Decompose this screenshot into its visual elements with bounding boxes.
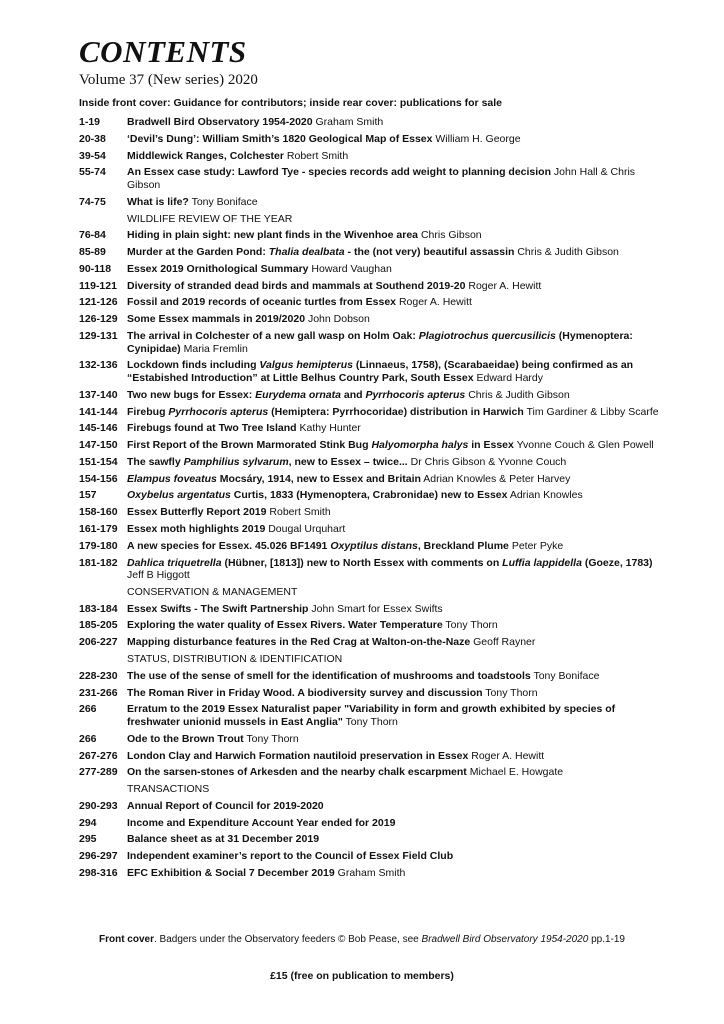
page-range: 119-121: [79, 279, 117, 292]
contents-entry: [79, 330, 659, 355]
entry-author: John Smart for Essex Swifts: [311, 602, 443, 615]
entry-title-part: The arrival in Colchester of a new gall wasp on Holm Oak:: [127, 329, 419, 342]
entry-text: [127, 229, 659, 242]
contents-entry: [79, 557, 659, 582]
entry-title-part: The sawfly: [127, 455, 184, 468]
entry-title-part: Fossil and 2019 records of oceanic turtles from Essex: [127, 296, 397, 309]
entry-title: [127, 456, 408, 468]
contents-entry: [79, 687, 659, 700]
entry-text: [127, 800, 659, 813]
entry-title-part: London Clay and Harwich Formation nautiloid preservation in Essex: [127, 749, 469, 762]
entry-title: [127, 523, 265, 535]
entry-title: [127, 229, 418, 241]
entry-title: [127, 422, 297, 434]
page-range: 179-180: [79, 539, 118, 552]
entry-title-species: Oxybelus argentatus: [127, 489, 231, 502]
entry-author: Graham Smith: [315, 116, 384, 128]
entry-title-part: Ode to the Brown Trout: [127, 732, 244, 745]
entry-title: [127, 687, 483, 699]
entry-text: [127, 670, 659, 683]
entry-text: [127, 330, 659, 355]
entry-text: [127, 750, 659, 763]
entry-title-part: - the (not very) beautiful assassin: [344, 246, 515, 259]
entry-text: [127, 619, 659, 632]
entry-text: [127, 833, 659, 846]
contents-entry: [79, 619, 659, 632]
entry-title-part: ‘Devil’s Dung’: William Smith’s 1820 Geological Map of Essex: [127, 132, 433, 145]
entry-title-part: Erratum to the 2019 Essex Naturalist paper "Variability in form and growth exhibited by species of freshwater unionid mussels in East Anglia": [127, 703, 616, 728]
front-cover-text: . Badgers under the Observatory feeders © Bob Pease, see: [154, 934, 422, 945]
entry-author: Edward Hardy: [476, 371, 544, 384]
contents-entry: [79, 389, 659, 402]
entry-title: [127, 506, 266, 518]
entry-title: [127, 280, 465, 292]
contents-entry: [79, 800, 659, 813]
page-range: 145-146: [79, 422, 118, 435]
contents-entry: [79, 456, 659, 469]
entry-author: John Dobson: [307, 313, 370, 326]
section-heading: CONSERVATION & MANAGEMENT: [127, 585, 298, 598]
entry-title: [127, 867, 335, 879]
entry-title-part: Balance sheet as at 31 December 2019: [127, 833, 320, 846]
entry-title: [127, 389, 465, 401]
page-range: 295: [79, 833, 97, 846]
entry-title-part: Curtis, 1833 (Hymenoptera, Crabronidae) new to Essex: [230, 489, 508, 502]
entry-title-species: Dahlica triquetrella: [127, 556, 222, 569]
entry-title: [127, 833, 319, 845]
contents-entry: [79, 439, 659, 452]
entry-title-species: Elampus foveatus: [127, 472, 217, 485]
entry-text: [127, 456, 659, 469]
front-cover-label: Front cover: [98, 934, 154, 945]
page-range: 154-156: [79, 472, 118, 485]
entry-author: Chris & Judith Gibson: [517, 246, 619, 259]
entry-title-part: The use of the sense of smell for the identification of mushrooms and toadstools: [127, 669, 531, 682]
entry-author: Roger A. Hewitt: [468, 279, 542, 292]
entry-text: [127, 359, 659, 384]
page-range: 147-150: [79, 439, 118, 452]
entry-author: Graham Smith: [337, 867, 406, 879]
entry-author: Jeff B Higgott: [127, 569, 190, 582]
page-title: CONTENTS: [79, 34, 247, 69]
entry-text: [127, 733, 659, 746]
page-range: 296-297: [79, 850, 118, 863]
entry-title-part: First Report of the Brown Marmorated Stink Bug: [127, 439, 372, 452]
entry-text: [127, 850, 659, 863]
page-range: 129-131: [79, 329, 118, 342]
entry-author: Adrian Knowles: [509, 489, 583, 502]
entry-text: [127, 280, 659, 293]
front-cover-reference: Bradwell Bird Observatory 1954-2020: [421, 934, 589, 945]
entry-text: [127, 817, 659, 830]
contents-entry: [79, 766, 659, 779]
contents-entry: [79, 359, 659, 384]
contents-entry: [79, 489, 659, 502]
entry-title-part: in Essex: [468, 439, 514, 452]
contents-entry: [79, 750, 659, 763]
page-range: 277-289: [79, 766, 118, 779]
page-range: 121-126: [79, 296, 118, 309]
page-range: 1-19: [79, 116, 101, 128]
contents-entry: [79, 506, 659, 519]
entry-title: [127, 406, 524, 418]
front-cover-pages: pp.1-19: [588, 934, 625, 945]
contents-entry: [79, 296, 659, 309]
entry-title: [127, 603, 308, 615]
entry-title: [127, 817, 395, 829]
entry-text: [127, 133, 659, 146]
contents-entry: [79, 833, 659, 846]
entry-author: Roger A. Hewitt: [471, 749, 545, 762]
page-range: 74-75: [79, 195, 106, 208]
entry-title-part: (Hemiptera: Pyrrhocoridae) distribution in Harwich: [268, 405, 524, 418]
entry-title: [127, 557, 653, 569]
entry-text: [127, 523, 659, 536]
entry-text: [127, 196, 659, 209]
entry-author: Tony Boniface: [533, 669, 600, 682]
entry-title-part: (Goeze, 1783): [581, 556, 653, 569]
entry-title-species: Thalia dealbata: [268, 246, 345, 259]
contents-entry: [79, 670, 659, 683]
section-heading: WILDLIFE REVIEW OF THE YEAR: [127, 212, 293, 225]
page-range: 141-144: [79, 405, 118, 418]
entry-title-part: Essex Swifts - The Swift Partnership: [127, 602, 309, 615]
entry-author: Robert Smith: [269, 506, 331, 519]
intro-note: Inside front cover: Guidance for contributors; inside rear cover: publications for sale: [79, 97, 502, 109]
entry-title-part: Essex moth highlights 2019: [127, 522, 266, 535]
entry-text: [127, 703, 659, 728]
entry-title: [127, 359, 633, 384]
page-range: 76-84: [79, 229, 106, 242]
entry-title-species: Pamphilius sylvarum: [183, 455, 289, 468]
entry-author: Kathy Hunter: [299, 422, 361, 435]
contents-entry: [79, 636, 659, 649]
page-range: 183-184: [79, 602, 118, 615]
contents-entry: [79, 133, 659, 146]
entry-title: [127, 296, 396, 308]
contents-entry: [79, 150, 659, 163]
contents-entry: [79, 116, 659, 129]
entry-text: [127, 263, 659, 276]
contents-entry: [79, 603, 659, 616]
entry-author: Michael E. Howgate: [469, 766, 564, 779]
entry-author: Tony Boniface: [191, 195, 258, 208]
entry-title-part: (Hübner, [1813]) new to North Essex with comments on: [221, 556, 503, 569]
entry-title-part: Independent examiner’s report to the Council of Essex Field Club: [127, 850, 454, 863]
entry-title-part: EFC Exhibition & Social 7 December 2019: [127, 867, 335, 879]
entry-title: [127, 439, 514, 451]
entry-title-part: Firebug: [127, 405, 169, 418]
entry-text: [127, 422, 659, 435]
page-range: 298-316: [79, 867, 118, 879]
entry-title: [127, 196, 189, 208]
entry-author: Dr Chris Gibson & Yvonne Couch: [410, 455, 567, 468]
entry-text: [127, 313, 659, 326]
contents-entry: [79, 422, 659, 435]
front-cover-note: [0, 933, 724, 946]
page-range: 206-227: [79, 636, 118, 649]
page-range: 185-205: [79, 619, 118, 632]
entry-title: [127, 150, 284, 162]
entry-author: Tony Thorn: [445, 619, 498, 632]
entry-title-part: Essex Butterfly Report 2019: [127, 506, 267, 519]
entry-title: [127, 489, 507, 501]
page-range: 137-140: [79, 388, 118, 401]
entry-title-part: On the sarsen-stones of Arkesden and the nearby chalk escarpment: [127, 766, 467, 779]
entry-title: [127, 766, 467, 778]
entry-title: [127, 116, 313, 128]
entry-text: [127, 687, 659, 700]
page-range: 228-230: [79, 669, 118, 682]
page-range: 90-118: [79, 262, 112, 275]
entry-text: [127, 489, 659, 502]
entry-title: [127, 246, 514, 258]
entry-title: [127, 473, 421, 485]
page-range: 20-38: [79, 132, 106, 145]
contents-list: [79, 116, 659, 884]
page-range: 55-74: [79, 166, 106, 179]
entry-title: [127, 313, 305, 325]
contents-entry: [79, 523, 659, 536]
entry-title-part: Exploring the water quality of Essex Rivers. Water Temperature: [127, 619, 443, 632]
contents-entry: [79, 473, 659, 486]
entry-text: [127, 636, 659, 649]
entry-title: [127, 619, 443, 631]
page-range: 290-293: [79, 799, 118, 812]
entry-text: [127, 296, 659, 309]
entry-text: [127, 246, 659, 259]
entry-text: [127, 473, 659, 486]
page-range: 157: [79, 489, 97, 502]
entry-title-part: Some Essex mammals in 2019/2020: [127, 313, 306, 326]
entry-title-part: Bradwell Bird Observatory 1954-2020: [127, 116, 313, 128]
entry-author: Peter Pyke: [511, 539, 564, 552]
entry-title-part: Mapping disturbance features in the Red Crag at Walton-on-the-Naze: [127, 636, 471, 649]
entry-text: [127, 603, 659, 616]
entry-title-species: Oxyptilus distans: [330, 539, 418, 552]
section-heading: STATUS, DISTRIBUTION & IDENTIFICATION: [127, 653, 343, 666]
entry-author: William H. George: [435, 132, 521, 145]
entry-text: [127, 166, 659, 191]
entry-text: [127, 557, 659, 582]
entry-title-part: , Breckland Plume: [417, 539, 509, 552]
entry-author: Geoff Rayner: [473, 636, 536, 649]
contents-entry: [79, 229, 659, 242]
entry-title-species: Halyomorpha halys: [371, 439, 469, 452]
page-range: 132-136: [79, 359, 118, 372]
entry-title: [127, 540, 509, 552]
entry-author: John Hall & Chris Gibson: [127, 166, 636, 191]
page-range: 85-89: [79, 246, 106, 259]
entry-title-part: Hiding in plain sight: new plant finds in the Wivenhoe area: [127, 229, 419, 242]
entry-title-part: Mocsáry, 1914, new to Essex and Britain: [216, 472, 421, 485]
entry-text: [127, 406, 659, 419]
contents-entry: [79, 280, 659, 293]
entry-title-part: Firebugs found at Two Tree Island: [127, 422, 297, 435]
entry-author: Adrian Knowles & Peter Harvey: [423, 472, 571, 485]
entry-title: [127, 850, 453, 862]
price-line: £15 (free on publication to members): [270, 970, 454, 982]
contents-entry: [79, 867, 659, 880]
entry-author: Tony Thorn: [246, 732, 299, 745]
entry-text: [127, 540, 659, 553]
entry-author: Dougal Urquhart: [268, 522, 346, 535]
entry-title-part: Murder at the Garden Pond:: [127, 246, 269, 259]
entry-text: [127, 867, 659, 880]
entry-title-part: Income and Expenditure Account Year ended for 2019: [127, 816, 396, 829]
entry-author: Yvonne Couch & Glen Powell: [516, 439, 654, 452]
entry-title: [127, 133, 432, 145]
contents-entry: [79, 703, 659, 728]
contents-entry: [79, 540, 659, 553]
entry-text: [127, 506, 659, 519]
entry-title: [127, 750, 468, 762]
entry-title-part: and: [340, 388, 366, 401]
entry-text: [127, 389, 659, 402]
entry-author: Tony Thorn: [485, 686, 538, 699]
entry-title-species: Luffia lappidella: [502, 556, 582, 569]
entry-title: [127, 636, 470, 648]
entry-title: [127, 733, 244, 745]
entry-author: Tim Gardiner & Libby Scarfe: [526, 405, 659, 418]
entry-text: [127, 150, 659, 163]
page-range: 151-154: [79, 455, 118, 468]
contents-entry: [79, 406, 659, 419]
page-range: 294: [79, 816, 97, 829]
entry-title: [127, 800, 324, 812]
contents-entry: [79, 246, 659, 259]
contents-entry: [79, 733, 659, 746]
entry-author: Robert Smith: [286, 149, 349, 162]
entry-title-part: An Essex case study: Lawford Tye - species records add weight to planning decision: [127, 166, 551, 179]
page-range: 161-179: [79, 522, 118, 535]
entry-title-part: Two new bugs for Essex:: [127, 388, 256, 401]
page-range: 267-276: [79, 749, 118, 762]
entry-title-part: , new to Essex – twice...: [288, 455, 408, 468]
entry-title-part: A new species for Essex. 45.026 BF1491: [127, 539, 331, 552]
entry-author: Howard Vaughan: [311, 262, 392, 275]
page-range: 266: [79, 703, 97, 716]
entry-author: Tony Thorn: [345, 715, 398, 728]
page-range: 39-54: [79, 149, 106, 162]
entry-title-species: Valgus hemipterus: [259, 359, 353, 372]
entry-title-part: Lockdown finds including: [127, 359, 260, 372]
entry-title-part: Essex 2019 Ornithological Summary: [127, 262, 309, 275]
contents-entry: [79, 166, 659, 191]
entry-text: [127, 116, 659, 129]
entry-title-part: Annual Report of Council for 2019-2020: [127, 799, 324, 812]
page-range: 231-266: [79, 686, 118, 699]
contents-entry: [79, 313, 659, 326]
entry-title-part: The Roman River in Friday Wood. A biodiversity survey and discussion: [127, 686, 483, 699]
entry-title-species: Eurydema ornata: [255, 388, 341, 401]
entry-title-part: What is life?: [127, 195, 189, 208]
entry-title-species: Plagiotrochus quercusilicis: [418, 329, 556, 342]
page-range: 266: [79, 732, 97, 745]
contents-entry: [79, 263, 659, 276]
contents-entry: [79, 850, 659, 863]
page-range: 181-182: [79, 556, 118, 569]
entry-title-species: Pyrrhocoris apterus: [168, 405, 269, 418]
entry-author: Roger A. Hewitt: [398, 296, 472, 309]
entry-title: [127, 166, 551, 178]
entry-text: [127, 439, 659, 452]
entry-author: Chris Gibson: [420, 229, 482, 242]
entry-title-part: (Linnaeus, 1758), (Scarabaeidae) being confirmed as an “Estabished Introduction” at Little Belhus Country Park, South Essex: [127, 359, 634, 384]
entry-title-part: Middlewick Ranges, Colchester: [127, 149, 284, 162]
page-range: 158-160: [79, 506, 118, 519]
section-heading: TRANSACTIONS: [127, 783, 210, 796]
entry-title-part: (Hymenoptera: Cynipidae): [127, 329, 633, 355]
entry-author: Chris & Judith Gibson: [468, 388, 570, 401]
entry-text: [127, 766, 659, 779]
entry-title: [127, 263, 309, 275]
entry-title-species: Pyrrhocoris apterus: [365, 388, 466, 401]
entry-title: [127, 670, 531, 682]
contents-entry: [79, 196, 659, 209]
volume-line: Volume 37 (New series) 2020: [79, 72, 258, 88]
entry-title-part: Diversity of stranded dead birds and mammals at Southend 2019-20: [127, 279, 466, 292]
entry-author: Maria Fremlin: [183, 342, 248, 355]
page-range: 126-129: [79, 313, 118, 326]
contents-entry: [79, 817, 659, 830]
